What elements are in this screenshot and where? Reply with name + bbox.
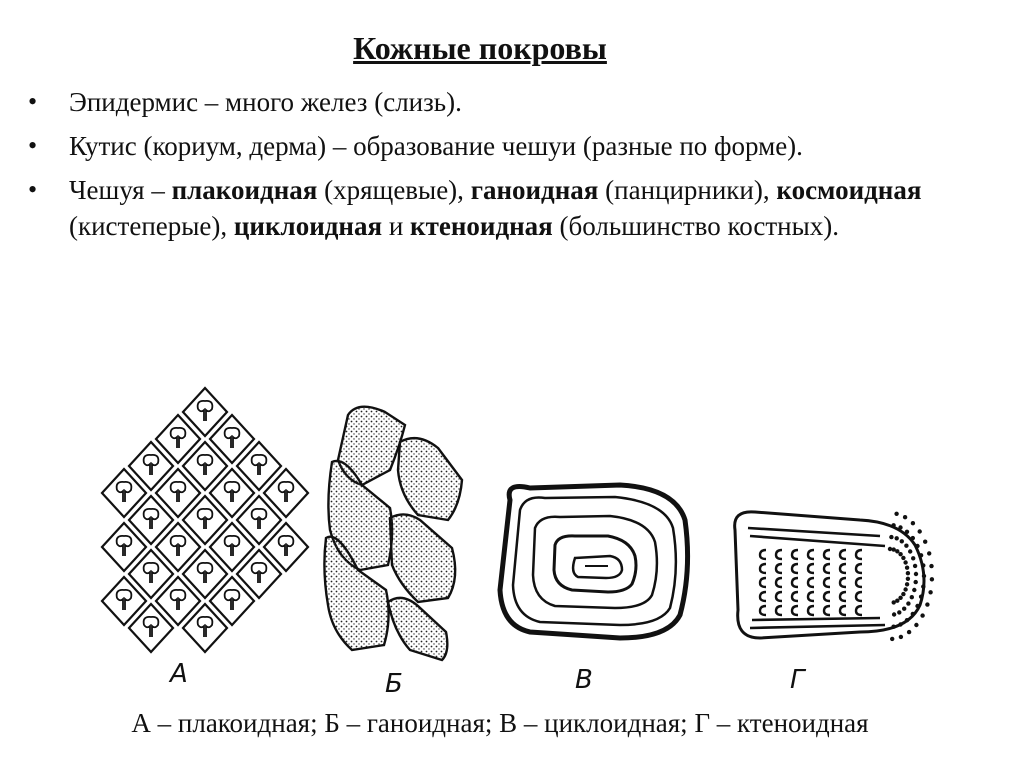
ctenoid-scale-drawing xyxy=(735,512,934,641)
ctenoid-spine xyxy=(904,544,908,548)
bullet-text: (большинство костных). xyxy=(552,211,840,241)
ctenoid-spine xyxy=(897,610,901,614)
ctenoid-spine xyxy=(911,612,915,616)
scale-types-illustration xyxy=(100,370,940,700)
ctenoid-spine xyxy=(911,521,915,525)
ctenoid-spine xyxy=(911,536,915,540)
ctenoid-spine xyxy=(898,525,902,529)
ctenoid-ridge-mark xyxy=(840,578,846,587)
ctenoid-ridge-mark xyxy=(856,564,862,573)
ctenoid-spine xyxy=(929,564,933,568)
ctenoid-ridge-mark xyxy=(840,550,846,559)
ctenoid-spine xyxy=(901,592,905,596)
ctenoid-spine xyxy=(914,572,918,576)
ctenoid-spine xyxy=(895,549,899,553)
ctenoid-spine xyxy=(889,535,893,539)
ctenoid-ridge-mark xyxy=(824,606,830,615)
placoid-tooth xyxy=(279,536,294,556)
ctenoid-ridge-mark xyxy=(824,578,830,587)
bullet-text: и xyxy=(382,211,411,241)
ctenoid-spine xyxy=(927,551,931,555)
ctenoid-spine xyxy=(930,577,934,581)
ctenoid-spine xyxy=(918,529,922,533)
ctenoid-ridge-mark xyxy=(856,550,862,559)
ctenoid-spine xyxy=(905,530,909,534)
label-a: А xyxy=(170,659,188,689)
slide-title: Кожные покровы xyxy=(353,30,607,66)
ctenoid-spine xyxy=(888,547,892,551)
ganoid-scale-drawing xyxy=(324,407,462,660)
placoid-tooth xyxy=(198,509,213,529)
ctenoid-spine xyxy=(890,637,894,641)
ctenoid-spine xyxy=(912,588,916,592)
bullet-text: Эпидермис – много желез (слизь). xyxy=(69,87,462,117)
ctenoid-ridge-mark xyxy=(792,592,798,601)
bullet-text: Кутис (кориум, дерма) – образование чешуи (разные по форме). xyxy=(69,131,803,161)
ctenoid-spine xyxy=(895,536,899,540)
bold-term: ганоидная xyxy=(470,175,599,205)
ctenoid-spine xyxy=(919,553,923,557)
ctenoid-spine xyxy=(898,596,902,600)
ctenoid-spine xyxy=(899,635,903,639)
ctenoid-spine xyxy=(903,515,907,519)
ctenoid-ridge-mark xyxy=(856,606,862,615)
ctenoid-ridge-mark xyxy=(792,578,798,587)
placoid-tooth xyxy=(144,563,159,583)
placoid-tooth xyxy=(171,428,186,448)
placoid-tooth xyxy=(144,617,159,637)
bold-term: космоидная xyxy=(776,175,922,205)
placoid-tooth xyxy=(117,536,132,556)
bullet-text: (хрящевые), xyxy=(317,175,471,205)
bold-term: плакоидная xyxy=(171,175,318,205)
ctenoid-spine xyxy=(923,540,927,544)
placoid-tooth xyxy=(225,536,240,556)
ctenoid-spine xyxy=(920,613,924,617)
bullet-item xyxy=(28,84,988,120)
placoid-tooth xyxy=(144,509,159,529)
ctenoid-ridge-mark xyxy=(776,550,782,559)
ctenoid-spine xyxy=(925,602,929,606)
ctenoid-spine xyxy=(915,544,919,548)
cycloid-scale-drawing xyxy=(500,485,688,638)
ctenoid-ridge-mark xyxy=(808,592,814,601)
placoid-tooth xyxy=(225,428,240,448)
ctenoid-spine xyxy=(905,618,909,622)
ctenoid-ridge-mark xyxy=(824,564,830,573)
ctenoid-ridge-mark xyxy=(808,550,814,559)
ctenoid-spine xyxy=(914,623,918,627)
ctenoid-ridge-mark xyxy=(760,550,766,559)
placoid-tooth xyxy=(198,617,213,637)
ctenoid-spine xyxy=(903,587,907,591)
ctenoid-ridge-mark xyxy=(776,578,782,587)
ctenoid-ridge-mark xyxy=(808,578,814,587)
bullet-text: (панцирники), xyxy=(598,175,777,205)
placoid-tooth xyxy=(252,563,267,583)
ctenoid-ridge-mark xyxy=(808,606,814,615)
placoid-tooth xyxy=(144,455,159,475)
ctenoid-spine xyxy=(915,604,919,608)
ctenoid-ridge-mark xyxy=(776,592,782,601)
placoid-tooth xyxy=(252,509,267,529)
placoid-tooth xyxy=(198,401,213,421)
ctenoid-spine xyxy=(905,566,909,570)
ctenoid-ridge-mark xyxy=(792,606,798,615)
ctenoid-ridge-mark xyxy=(760,564,766,573)
placoid-tooth xyxy=(252,455,267,475)
placoid-tooth xyxy=(171,482,186,502)
ctenoid-ridge-mark xyxy=(840,606,846,615)
ctenoid-spine xyxy=(894,512,898,516)
placoid-tooth xyxy=(198,455,213,475)
ctenoid-spine xyxy=(922,574,926,578)
ctenoid-spine xyxy=(928,590,932,594)
bullet-text: (кистеперые), xyxy=(69,211,234,241)
ctenoid-spine xyxy=(911,556,915,560)
ctenoid-spine xyxy=(892,600,896,604)
bullet-item xyxy=(28,172,988,244)
ctenoid-ridge-mark xyxy=(776,564,782,573)
ctenoid-ridge-mark xyxy=(824,592,830,601)
ctenoid-spine xyxy=(914,580,918,584)
ctenoid-ridge-mark xyxy=(856,578,862,587)
ctenoid-ridge-mark xyxy=(760,578,766,587)
ctenoid-spine xyxy=(913,564,917,568)
ctenoid-ridge-mark xyxy=(760,606,766,615)
ctenoid-spine xyxy=(908,549,912,553)
label-b: Б xyxy=(385,669,403,699)
ctenoid-spine xyxy=(906,571,910,575)
placoid-tooth xyxy=(117,590,132,610)
placoid-scale-drawing xyxy=(102,388,308,652)
ctenoid-spine xyxy=(901,556,905,560)
figure-caption: А – плакоидная; Б – ганоидная; В – циклоидная; Г – ктеноидная xyxy=(131,708,869,738)
ctenoid-ridge-mark xyxy=(856,592,862,601)
ctenoid-spine xyxy=(906,601,910,605)
ctenoid-ridge-mark xyxy=(776,606,782,615)
bullet-item xyxy=(28,128,988,164)
ctenoid-ridge-mark xyxy=(840,564,846,573)
ctenoid-spine xyxy=(891,523,895,527)
ctenoid-spine xyxy=(898,622,902,626)
placoid-tooth xyxy=(225,482,240,502)
ctenoid-spine xyxy=(919,595,923,599)
ctenoid-spine xyxy=(921,584,925,588)
placoid-tooth xyxy=(225,590,240,610)
ctenoid-ridge-mark xyxy=(760,592,766,601)
ctenoid-spine xyxy=(891,625,895,629)
ctenoid-ridge-mark xyxy=(792,564,798,573)
bullet-text: Чешуя – xyxy=(69,175,172,205)
ctenoid-ridge-mark xyxy=(808,564,814,573)
ctenoid-spine xyxy=(900,539,904,543)
ctenoid-spine xyxy=(898,552,902,556)
ctenoid-ridge-mark xyxy=(792,550,798,559)
ctenoid-spine xyxy=(902,607,906,611)
placoid-tooth xyxy=(198,563,213,583)
ctenoid-spine xyxy=(907,630,911,634)
ctenoid-spine xyxy=(905,582,909,586)
ctenoid-spine xyxy=(906,577,910,581)
placoid-tooth xyxy=(279,482,294,502)
ctenoid-ridge-mark xyxy=(840,592,846,601)
placoid-tooth xyxy=(171,590,186,610)
ctenoid-spine xyxy=(921,563,925,567)
ctenoid-spine xyxy=(892,612,896,616)
label-v: В xyxy=(575,665,593,695)
ctenoid-spine xyxy=(910,595,914,599)
bold-term: ктеноидная xyxy=(410,211,553,241)
ctenoid-ridge-mark xyxy=(824,550,830,559)
ctenoid-spine xyxy=(903,560,907,564)
placoid-tooth xyxy=(171,536,186,556)
placoid-tooth xyxy=(117,482,132,502)
bold-term: циклоидная xyxy=(233,211,383,241)
bullet-list xyxy=(28,84,988,252)
label-g: Г xyxy=(790,665,805,695)
